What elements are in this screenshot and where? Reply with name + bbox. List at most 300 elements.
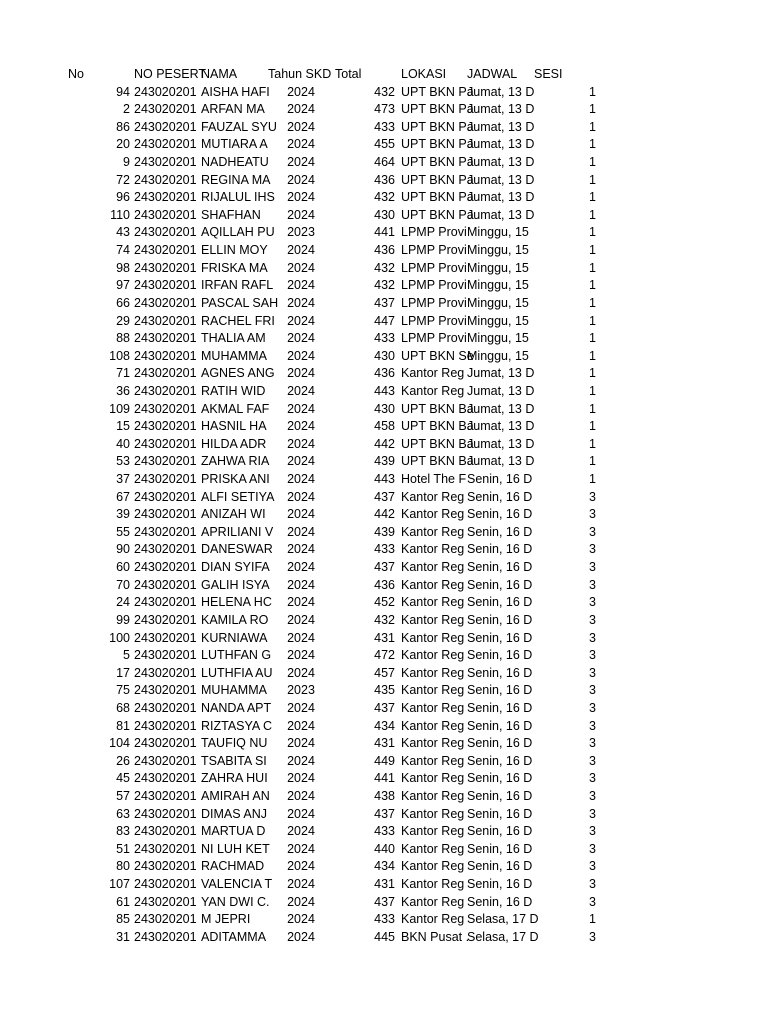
- cell-no-peserta: 243020201: [134, 806, 197, 821]
- cell-no: 55: [116, 524, 130, 539]
- cell-sesi: 1: [589, 207, 596, 222]
- cell-jadwal: Minggu, 15: [467, 278, 529, 293]
- header-nama: NAMA: [201, 67, 238, 81]
- cell-no: 60: [116, 560, 130, 575]
- cell-no-peserta: 243020201: [134, 542, 197, 557]
- cell-no: 67: [116, 489, 130, 504]
- cell-total: 440: [374, 841, 395, 856]
- cell-jadwal: Senin, 16 D: [467, 630, 533, 645]
- cell-jadwal: Selasa, 17 D: [467, 929, 539, 944]
- cell-no-peserta: 243020201: [134, 788, 197, 803]
- table-row: [0, 718, 768, 736]
- table-row: [0, 665, 768, 683]
- cell-lokasi: Kantor Reg: [401, 595, 465, 610]
- table-row: [0, 559, 768, 577]
- cell-lokasi: Kantor Reg: [401, 877, 465, 892]
- cell-no-peserta: 243020201: [134, 753, 197, 768]
- cell-lokasi: UPT BKN Pa: [401, 172, 474, 187]
- cell-jadwal: Senin, 16 D: [467, 806, 533, 821]
- cell-lokasi: BKN Pusat .: [401, 929, 470, 944]
- table-row: [0, 436, 768, 454]
- cell-no: 83: [116, 824, 130, 839]
- cell-lokasi: Kantor Reg: [401, 700, 465, 715]
- cell-no-peserta: 243020201: [134, 929, 197, 944]
- cell-total: 437: [374, 295, 395, 310]
- cell-no-peserta: 243020201: [134, 736, 197, 751]
- cell-jadwal: Senin, 16 D: [467, 612, 533, 627]
- cell-no-peserta: 243020201: [134, 700, 197, 715]
- header-lokasi: LOKASI: [401, 67, 447, 81]
- cell-lokasi: Kantor Reg: [401, 489, 465, 504]
- header-tahun-skd: Tahun SKD: [268, 67, 332, 81]
- cell-total: 433: [374, 119, 395, 134]
- cell-sesi: 3: [589, 577, 596, 592]
- cell-tahun-skd: 2024: [287, 436, 315, 451]
- cell-sesi: 3: [589, 595, 596, 610]
- cell-total: 433: [374, 542, 395, 557]
- cell-no: 9: [123, 155, 130, 170]
- cell-total: 436: [374, 243, 395, 258]
- cell-nama: PRISKA ANI: [201, 472, 270, 487]
- cell-no-peserta: 243020201: [134, 436, 197, 451]
- cell-sesi: 3: [589, 560, 596, 575]
- cell-lokasi: Kantor Reg: [401, 912, 465, 927]
- cell-lokasi: UPT BKN Ba: [401, 436, 474, 451]
- cell-total: 432: [374, 190, 395, 205]
- table-row: [0, 735, 768, 753]
- cell-lokasi: Kantor Reg: [401, 524, 465, 539]
- cell-total: 438: [374, 788, 395, 803]
- cell-sesi: 1: [589, 155, 596, 170]
- cell-lokasi: Kantor Reg: [401, 612, 465, 627]
- table-row: [0, 207, 768, 225]
- table-row: [0, 383, 768, 401]
- cell-lokasi: UPT BKN Se: [401, 348, 474, 363]
- cell-no: 66: [116, 295, 130, 310]
- cell-jadwal: Jumat, 13 D: [467, 190, 535, 205]
- table-row: [0, 770, 768, 788]
- table-row: [0, 154, 768, 172]
- cell-no: 20: [116, 137, 130, 152]
- cell-no: 17: [116, 665, 130, 680]
- cell-jadwal: Jumat, 13 D: [467, 102, 535, 117]
- cell-nama: LUTHFIA AU: [201, 665, 273, 680]
- cell-no-peserta: 243020201: [134, 718, 197, 733]
- cell-nama: DANESWAR: [201, 542, 273, 557]
- cell-tahun-skd: 2024: [287, 260, 315, 275]
- table-row: [0, 841, 768, 859]
- cell-no-peserta: 243020201: [134, 859, 197, 874]
- cell-lokasi: Kantor Reg: [401, 366, 465, 381]
- table-row: [0, 101, 768, 119]
- cell-no-peserta: 243020201: [134, 260, 197, 275]
- cell-tahun-skd: 2024: [287, 894, 315, 909]
- cell-sesi: 3: [589, 542, 596, 557]
- cell-nama: M JEPRI: [201, 912, 251, 927]
- cell-total: 473: [374, 102, 395, 117]
- cell-tahun-skd: 2024: [287, 841, 315, 856]
- cell-sesi: 3: [589, 489, 596, 504]
- cell-total: 436: [374, 172, 395, 187]
- cell-lokasi: Kantor Reg: [401, 859, 465, 874]
- cell-nama: FAUZAL SYU: [201, 119, 277, 134]
- cell-no-peserta: 243020201: [134, 383, 197, 398]
- cell-total: 437: [374, 806, 395, 821]
- cell-no-peserta: 243020201: [134, 472, 197, 487]
- cell-no-peserta: 243020201: [134, 172, 197, 187]
- cell-no: 57: [116, 788, 130, 803]
- cell-tahun-skd: 2024: [287, 190, 315, 205]
- cell-sesi: 3: [589, 612, 596, 627]
- cell-lokasi: UPT BKN Pa: [401, 84, 474, 99]
- cell-nama: LUTHFAN G: [201, 648, 272, 663]
- cell-sesi: 1: [589, 190, 596, 205]
- cell-sesi: 1: [589, 454, 596, 469]
- cell-tahun-skd: 2024: [287, 542, 315, 557]
- cell-jadwal: Selasa, 17 D: [467, 912, 539, 927]
- cell-nama: NI LUH KET: [201, 841, 270, 856]
- cell-tahun-skd: 2024: [287, 295, 315, 310]
- cell-total: 443: [374, 383, 395, 398]
- cell-jadwal: Jumat, 13 D: [467, 401, 535, 416]
- cell-tahun-skd: 2024: [287, 366, 315, 381]
- cell-total: 441: [374, 771, 395, 786]
- cell-nama: MUHAMMA: [201, 683, 267, 698]
- cell-jadwal: Minggu, 15: [467, 331, 529, 346]
- cell-nama: HILDA ADR: [201, 436, 267, 451]
- cell-nama: VALENCIA T: [201, 877, 273, 892]
- cell-nama: GALIH ISYA: [201, 577, 270, 592]
- cell-no-peserta: 243020201: [134, 102, 197, 117]
- cell-nama: AISHA HAFI: [201, 84, 270, 99]
- cell-tahun-skd: 2024: [287, 753, 315, 768]
- cell-no: 72: [116, 172, 130, 187]
- cell-lokasi: Kantor Reg: [401, 560, 465, 575]
- table-row: [0, 753, 768, 771]
- table-row: [0, 172, 768, 190]
- cell-tahun-skd: 2024: [287, 507, 315, 522]
- table-row: [0, 858, 768, 876]
- cell-no: 97: [116, 278, 130, 293]
- cell-no-peserta: 243020201: [134, 577, 197, 592]
- table-row: [0, 524, 768, 542]
- cell-tahun-skd: 2024: [287, 700, 315, 715]
- cell-tahun-skd: 2024: [287, 454, 315, 469]
- cell-tahun-skd: 2024: [287, 155, 315, 170]
- cell-total: 432: [374, 84, 395, 99]
- table-row: [0, 876, 768, 894]
- cell-no: 109: [109, 401, 130, 416]
- cell-sesi: 3: [589, 929, 596, 944]
- cell-lokasi: UPT BKN Ba: [401, 401, 474, 416]
- cell-no: 37: [116, 472, 130, 487]
- cell-no-peserta: 243020201: [134, 348, 197, 363]
- cell-nama: YAN DWI C.: [201, 894, 270, 909]
- cell-lokasi: Kantor Reg: [401, 718, 465, 733]
- cell-no-peserta: 243020201: [134, 877, 197, 892]
- cell-no-peserta: 243020201: [134, 841, 197, 856]
- cell-no-peserta: 243020201: [134, 401, 197, 416]
- header-jadwal: JADWAL: [467, 67, 518, 81]
- cell-no: 2: [123, 102, 130, 117]
- cell-no-peserta: 243020201: [134, 454, 197, 469]
- cell-nama: NANDA APT: [201, 700, 272, 715]
- cell-tahun-skd: 2024: [287, 630, 315, 645]
- table-row: [0, 295, 768, 313]
- cell-total: 437: [374, 489, 395, 504]
- cell-sesi: 3: [589, 753, 596, 768]
- cell-lokasi: UPT BKN Ba: [401, 419, 474, 434]
- cell-sesi: 1: [589, 436, 596, 451]
- cell-jadwal: Jumat, 13 D: [467, 436, 535, 451]
- cell-tahun-skd: 2024: [287, 401, 315, 416]
- cell-total: 441: [374, 225, 395, 240]
- cell-no: 98: [116, 260, 130, 275]
- cell-total: 434: [374, 859, 395, 874]
- cell-nama: AMIRAH AN: [201, 788, 270, 803]
- cell-lokasi: Kantor Reg: [401, 753, 465, 768]
- cell-total: 449: [374, 753, 395, 768]
- cell-lokasi: UPT BKN Ba: [401, 454, 474, 469]
- table-row: [0, 330, 768, 348]
- cell-total: 437: [374, 560, 395, 575]
- cell-lokasi: UPT BKN Pa: [401, 102, 474, 117]
- cell-jadwal: Senin, 16 D: [467, 859, 533, 874]
- cell-jadwal: Jumat, 13 D: [467, 419, 535, 434]
- cell-sesi: 3: [589, 841, 596, 856]
- cell-lokasi: Kantor Reg: [401, 648, 465, 663]
- cell-nama: MUTIARA A: [201, 137, 268, 152]
- cell-sesi: 3: [589, 894, 596, 909]
- cell-tahun-skd: 2024: [287, 877, 315, 892]
- cell-total: 442: [374, 507, 395, 522]
- cell-lokasi: Kantor Reg: [401, 894, 465, 909]
- cell-total: 455: [374, 137, 395, 152]
- cell-sesi: 3: [589, 665, 596, 680]
- cell-nama: DIAN SYIFA: [201, 560, 270, 575]
- cell-no-peserta: 243020201: [134, 84, 197, 99]
- cell-total: 433: [374, 331, 395, 346]
- cell-sesi: 1: [589, 348, 596, 363]
- cell-nama: NADHEATU: [201, 155, 269, 170]
- cell-nama: AGNES ANG: [201, 366, 275, 381]
- cell-total: 430: [374, 401, 395, 416]
- table-row: [0, 189, 768, 207]
- cell-sesi: 3: [589, 824, 596, 839]
- cell-sesi: 3: [589, 648, 596, 663]
- cell-lokasi: LPMP Provi: [401, 225, 467, 240]
- cell-no: 100: [109, 630, 130, 645]
- cell-lokasi: LPMP Provi: [401, 243, 467, 258]
- cell-nama: THALIA AM: [201, 331, 266, 346]
- cell-sesi: 1: [589, 278, 596, 293]
- table-row: [0, 806, 768, 824]
- table-row: [0, 453, 768, 471]
- cell-no: 68: [116, 700, 130, 715]
- cell-nama: APRILIANI V: [201, 524, 274, 539]
- cell-no-peserta: 243020201: [134, 119, 197, 134]
- table-row: [0, 594, 768, 612]
- cell-tahun-skd: 2024: [287, 489, 315, 504]
- cell-no-peserta: 243020201: [134, 824, 197, 839]
- cell-nama: TAUFIQ NU: [201, 736, 268, 751]
- cell-nama: PASCAL SAH: [201, 295, 279, 310]
- table-row: [0, 119, 768, 137]
- cell-tahun-skd: 2024: [287, 612, 315, 627]
- cell-sesi: 3: [589, 859, 596, 874]
- cell-nama: DIMAS ANJ: [201, 806, 267, 821]
- table-row: [0, 577, 768, 595]
- cell-total: 443: [374, 472, 395, 487]
- cell-tahun-skd: 2024: [287, 648, 315, 663]
- cell-jadwal: Senin, 16 D: [467, 736, 533, 751]
- cell-no: 107: [109, 877, 130, 892]
- cell-nama: RIJALUL IHS: [201, 190, 275, 205]
- cell-lokasi: Kantor Reg: [401, 630, 465, 645]
- cell-tahun-skd: 2024: [287, 348, 315, 363]
- cell-no-peserta: 243020201: [134, 630, 197, 645]
- cell-nama: RACHMAD: [201, 859, 265, 874]
- table-row: [0, 84, 768, 102]
- cell-jadwal: Jumat, 13 D: [467, 155, 535, 170]
- cell-no: 81: [116, 718, 130, 733]
- cell-tahun-skd: 2024: [287, 824, 315, 839]
- cell-nama: REGINA MA: [201, 172, 271, 187]
- cell-no: 90: [116, 542, 130, 557]
- cell-total: 442: [374, 436, 395, 451]
- cell-nama: KAMILA RO: [201, 612, 269, 627]
- cell-no-peserta: 243020201: [134, 912, 197, 927]
- cell-nama: ADITAMMA: [201, 929, 267, 944]
- cell-no: 70: [116, 577, 130, 592]
- cell-lokasi: Kantor Reg: [401, 542, 465, 557]
- cell-total: 458: [374, 419, 395, 434]
- cell-total: 445: [374, 929, 395, 944]
- cell-jadwal: Minggu, 15: [467, 295, 529, 310]
- cell-no-peserta: 243020201: [134, 155, 197, 170]
- cell-sesi: 3: [589, 683, 596, 698]
- cell-sesi: 1: [589, 295, 596, 310]
- cell-lokasi: Kantor Reg: [401, 806, 465, 821]
- cell-lokasi: LPMP Provi: [401, 295, 467, 310]
- table-row: [0, 788, 768, 806]
- cell-jadwal: Senin, 16 D: [467, 877, 533, 892]
- cell-no-peserta: 243020201: [134, 331, 197, 346]
- cell-no: 24: [116, 595, 130, 610]
- cell-no-peserta: 243020201: [134, 419, 197, 434]
- cell-nama: AQILLAH PU: [201, 225, 275, 240]
- cell-no-peserta: 243020201: [134, 595, 197, 610]
- cell-sesi: 1: [589, 419, 596, 434]
- cell-lokasi: Kantor Reg: [401, 771, 465, 786]
- cell-lokasi: Kantor Reg: [401, 824, 465, 839]
- cell-tahun-skd: 2024: [287, 718, 315, 733]
- cell-lokasi: UPT BKN Pa: [401, 155, 474, 170]
- cell-no: 99: [116, 612, 130, 627]
- cell-no: 26: [116, 753, 130, 768]
- cell-total: 436: [374, 366, 395, 381]
- cell-nama: HASNIL HA: [201, 419, 267, 434]
- cell-lokasi: Hotel The F: [401, 472, 467, 487]
- cell-jadwal: Senin, 16 D: [467, 771, 533, 786]
- cell-tahun-skd: 2024: [287, 806, 315, 821]
- header-row: [0, 66, 768, 84]
- cell-sesi: 1: [589, 243, 596, 258]
- cell-total: 431: [374, 630, 395, 645]
- table-row: [0, 541, 768, 559]
- cell-sesi: 1: [589, 331, 596, 346]
- cell-sesi: 3: [589, 806, 596, 821]
- cell-tahun-skd: 2024: [287, 929, 315, 944]
- cell-jadwal: Senin, 16 D: [467, 489, 533, 504]
- cell-lokasi: Kantor Reg: [401, 383, 465, 398]
- cell-sesi: 1: [589, 84, 596, 99]
- cell-total: 432: [374, 260, 395, 275]
- cell-no: 85: [116, 912, 130, 927]
- cell-nama: IRFAN RAFL: [201, 278, 274, 293]
- cell-lokasi: Kantor Reg: [401, 736, 465, 751]
- cell-tahun-skd: 2024: [287, 524, 315, 539]
- cell-nama: ARFAN MA: [201, 102, 265, 117]
- cell-jadwal: Jumat, 13 D: [467, 84, 535, 99]
- cell-nama: RACHEL FRI: [201, 313, 275, 328]
- cell-total: 464: [374, 155, 395, 170]
- cell-tahun-skd: 2024: [287, 331, 315, 346]
- cell-tahun-skd: 2024: [287, 595, 315, 610]
- cell-sesi: 3: [589, 524, 596, 539]
- cell-total: 435: [374, 683, 395, 698]
- cell-sesi: 1: [589, 225, 596, 240]
- cell-no: 45: [116, 771, 130, 786]
- spreadsheet-table: [0, 66, 768, 946]
- cell-nama: ALFI SETIYA: [201, 489, 275, 504]
- cell-lokasi: Kantor Reg: [401, 577, 465, 592]
- cell-jadwal: Senin, 16 D: [467, 753, 533, 768]
- cell-jadwal: Senin, 16 D: [467, 648, 533, 663]
- cell-no-peserta: 243020201: [134, 225, 197, 240]
- cell-jadwal: Minggu, 15: [467, 313, 529, 328]
- cell-no: 88: [116, 331, 130, 346]
- cell-sesi: 3: [589, 771, 596, 786]
- cell-jadwal: Jumat, 13 D: [467, 454, 535, 469]
- cell-nama: FRISKA MA: [201, 260, 268, 275]
- cell-tahun-skd: 2024: [287, 84, 315, 99]
- cell-no: 74: [116, 243, 130, 258]
- cell-sesi: 1: [589, 912, 596, 927]
- cell-no: 108: [109, 348, 130, 363]
- cell-jadwal: Senin, 16 D: [467, 542, 533, 557]
- cell-sesi: 3: [589, 700, 596, 715]
- header-sesi: SESI: [534, 67, 563, 81]
- cell-total: 432: [374, 278, 395, 293]
- cell-no-peserta: 243020201: [134, 313, 197, 328]
- cell-tahun-skd: 2024: [287, 788, 315, 803]
- cell-total: 472: [374, 648, 395, 663]
- cell-no: 36: [116, 383, 130, 398]
- cell-no-peserta: 243020201: [134, 612, 197, 627]
- cell-sesi: 3: [589, 718, 596, 733]
- cell-tahun-skd: 2024: [287, 912, 315, 927]
- cell-jadwal: Senin, 16 D: [467, 824, 533, 839]
- table-row: [0, 224, 768, 242]
- cell-lokasi: Kantor Reg: [401, 788, 465, 803]
- cell-total: 457: [374, 665, 395, 680]
- cell-jadwal: Jumat, 13 D: [467, 207, 535, 222]
- cell-jadwal: Jumat, 13 D: [467, 172, 535, 187]
- cell-jadwal: Senin, 16 D: [467, 683, 533, 698]
- cell-lokasi: LPMP Provi: [401, 331, 467, 346]
- table-row: [0, 894, 768, 912]
